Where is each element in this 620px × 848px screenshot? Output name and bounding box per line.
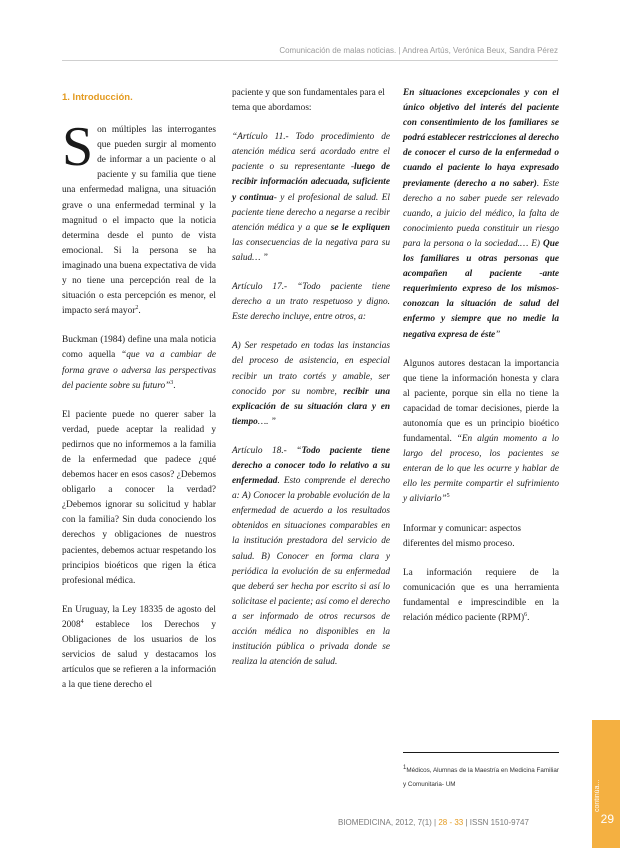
autonomy-paragraph: Algunos autores destacan la importancia que tiene la información honesta y clara al paciente, porque sin ella no tiene la capacidad de tomar decisiones, pierde la autonomía que es un principio bioético fundamental. “En algún momento a lo largo del proceso, los pacientes se enteran de lo que les ocurre y hablar de ello les permite compartir el sufrimiento y aliviarlo”$^5$ (403, 358, 559, 505)
header-divider (62, 60, 558, 61)
column-2 (232, 86, 390, 684)
column-1 (62, 86, 216, 707)
continue-label: continúa... (594, 779, 601, 812)
footnote: $^1$Médicos, Alumnas de la Maestría en Medicina Familiar y Comunitaria- UM (403, 764, 559, 788)
communication-paragraph: La información requiere de la comunicación que es una herramienta fundamental e imprescindible en la relación médico paciente (RPM)$^6$. (403, 567, 559, 623)
article-18: Artículo 18.- “Todo paciente tiene derecho a conocer todo lo relativo a su enfermedad. Esto comprende el derecho a: A) Conocer la probable evolución de la enfermedad de acuerdo a los resultados obtenidos en situaciones comparables en la institución prestadora del servicio de salud. B) Conocer en forma clara y periódica la evolución de su enfermedad que deberá ser hecha por escrito si así lo solicitase el paciente; así como el derecho a ser informado de otros recursos de acción médica no disponibles en la institución pública o privada donde se realiza la atención de salud. (232, 445, 390, 668)
drop-cap: S (62, 116, 94, 179)
article-11: “Artículo 11.- Todo procedimiento de atención médica será acordado entre el paciente o su representante -luego de recibir información adecuada, suficiente y continua- y el profesional de salud. El paciente tiene derecho a negarse a recibir atención médica y a que se le expliquen las consecuencias de la negativa para su salud… ” (232, 132, 390, 263)
article-17: Artículo 17.- “Todo paciente tiene derecho a un trato respetuoso y digno. Este derecho incluye, entre otros, a: (232, 282, 390, 323)
patient-paragraph: El paciente puede no querer saber la verdad, puede aceptar la realidad y pedirnos que no informemos a la familia de la enfermedad que padece ¿qué debemos hacer en esos casos? ¿Debemos obligarlo a conocer la verdad? ¿Debemos ignorar su solicitud y hablar con la familia? Sin duda conociendo los derechos y obligaciones de nuestros pacientes, debemos actuar respetando los principios bioéticos que rigen la ética profesional médica. (62, 409, 216, 586)
buckman-paragraph: Buckman (1984) define una mala noticia como aquella “que va a cambiar de forma grave o adversa las perspectivas del paciente sobre su futuro”$^3$. (62, 335, 216, 391)
law-paragraph-cont: paciente y que son fundamentales para el tema que abordamos: (232, 88, 385, 114)
journal-footer: BIOMEDICINA, 2012, 7(1) | 28 - 33 | ISSN 1510-9747 (338, 818, 529, 827)
law-paragraph: En Uruguay, la Ley 18335 de agosto del 2008$^4$ establece los Derechos y Obligaciones de los usuarios de los servicios de salud y destacamos los artículos que se refieren a la información a la que tiene derecho el (62, 604, 216, 691)
article-18-cont: En situaciones excepcionales y con el único objetivo del interés del paciente con consentimiento de los familiares se podrá establecer restricciones al derecho de conocer el curso de la enfermedad o cuando el paciente lo haya expresado previamente (derecho a no saber). Este derecho a no saber puede ser relevado cuando, a juicio del médico, la falta de conocimiento pueda constituir un riesgo para la persona o la sociedad.… E) Que los familiares u otras personas que acompañen al paciente -ante requerimiento expreso de los mismos- conozcan la situación de salud del enfermo y siempre que no medie la negativa expresa de éste” (403, 88, 559, 340)
page-number: 29 (600, 812, 614, 826)
article-17-a: A) Ser respetado en todas las instancias del proceso de asistencia, en especial recibir un trato cortés y amable, ser conocido por su nombre, recibir una explicación de su situación clara y en tiempo…. ” (232, 341, 390, 427)
intro-paragraph: Son múltiples las interrogantes que pueden surgir al momento de informar a un paciente o al paciente y su familia que tiene una enfermedad maligna, una situación grave o una enfermedad terminal y la magnitud o el impacto que la noticia determina desde el punto de vista emocional. Si la persona se ha imaginado una buena expectativa de vida y no tiene una percepción real de la situación o esta percepción es menor, el impacto será mayor$^2$. (62, 116, 216, 317)
footnote-divider (403, 752, 559, 753)
section-title: 1. Introducción. (62, 92, 133, 103)
running-header: Comunicación de malas noticias. | Andrea Artús, Verónica Beux, Sandra Pérez (279, 46, 558, 55)
subheading-inform: Informar y comunicar: aspectos diferentes del mismo proceso. (403, 523, 521, 549)
column-3 (403, 86, 559, 640)
